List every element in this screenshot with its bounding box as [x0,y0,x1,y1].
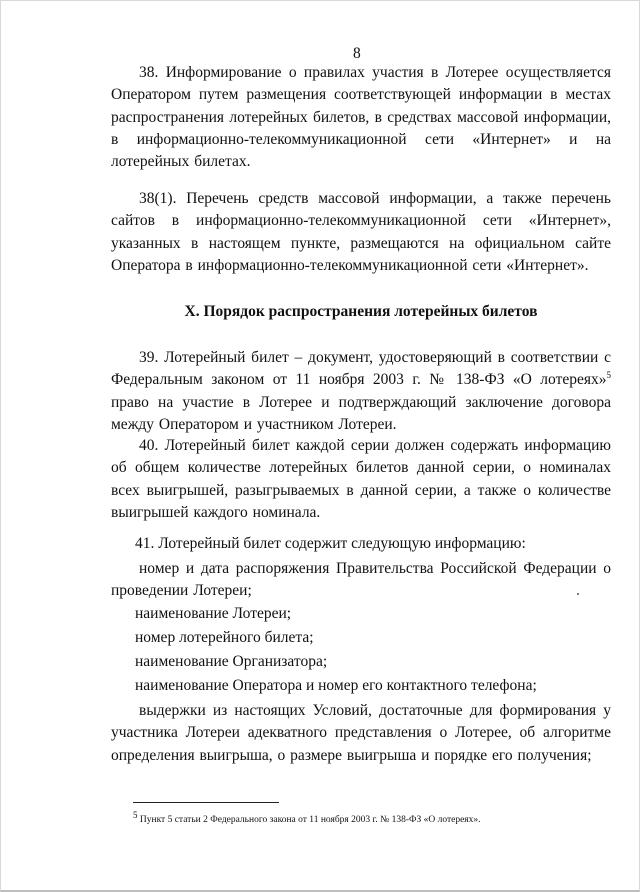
list-item: номер и дата распоряжения Правительства Российской Федерации о проведении Лотереи; [111,560,611,600]
list-item: выдержки из настоящих Условий, достаточные для формирования у участника Лотереи адекватного представления о Лотерее, об алгоритме определения выигрыша, о размере выигрыша и порядке его получения; [111,702,611,764]
footnote-mark: 5 [133,809,138,820]
footnote-divider [133,802,279,803]
paragraph-41: 41. Лотерейный билет содержит следующую информацию: [135,535,526,552]
list-item: наименование Организатора; [135,653,328,670]
paragraph-39-text-end: право на участие в Лотерее и подтверждающий заключение договора между Оператором и участником Лотереи. [111,393,611,433]
list-item: наименование Оператора и номер его контактного телефона; [135,677,537,694]
paragraph-39 [111,347,611,436]
footnote-reference: 5 [606,370,611,381]
paragraph-38-1: 38(1). Перечень средств массовой информации, а также перечень сайтов в информационно-телекоммуникационной сети «Интернет», указанных в настоящем пункте, размещаются на официальном сайте Оператора в информационно-телекоммуникационной сети «Интернет». [111,190,611,274]
paragraph-39-text-start: 39. Лотерейный билет – документ, удостоверяющий в соответствии с Федеральным законом от 11 ноября 2003 г. № 138-ФЗ «О лотереях» [111,349,611,389]
list-item: номер лотерейного билета; [135,629,314,646]
section-heading: X. Порядок распространения лотерейных билетов [184,303,538,320]
paragraph-38: 38. Информирование о правилах участия в Лотерее осуществляется Оператором путем размещения соответствующей информации в местах распространения лотерейных билетов, в средствах массовой информации, в информационно-телекоммуникационной сети «Интернет» и на лотерейных билетах. [111,64,611,171]
footnote-text: Пункт 5 статьи 2 Федерального закона от 11 ноября 2003 г. № 138-ФЗ «О лотереях». [137,815,481,825]
scan-speck [577,593,579,595]
page-number: 8 [353,45,361,62]
list-item: наименование Лотереи; [135,605,292,622]
paragraph-40: 40. Лотерейный билет каждой серии должен содержать информацию об общем количестве лотерейных билетов данной серии, о номиналах всех выигрышей, разыгрываемых в данной серии, а также о количестве выигрышей каждого номинала. [111,437,611,521]
footnote [133,809,613,826]
